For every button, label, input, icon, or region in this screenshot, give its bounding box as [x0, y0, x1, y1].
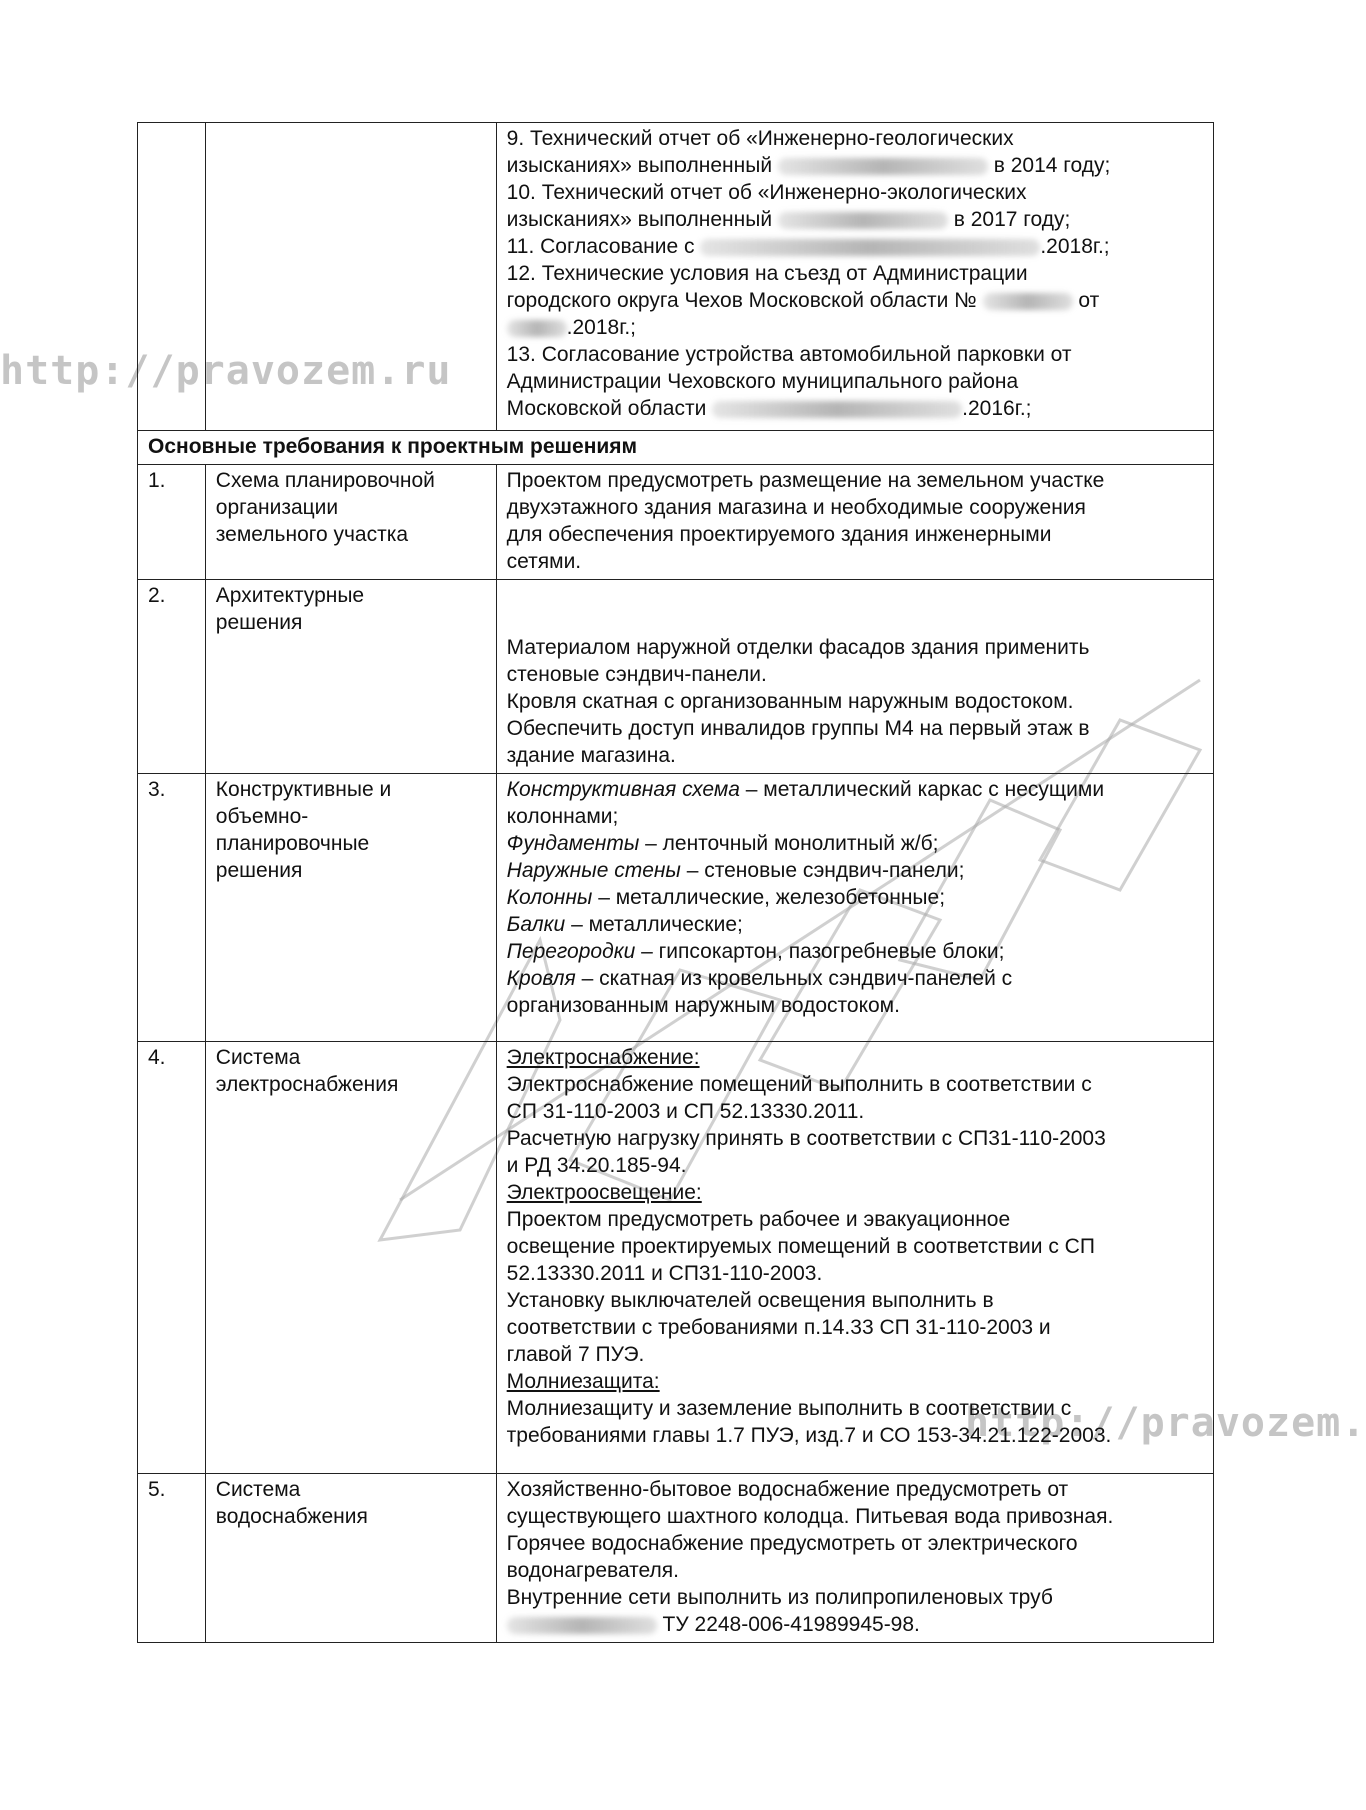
section-header-row — [138, 431, 1214, 465]
source-documents-cell: 9. Технический отчет об «Инженерно-геологических изысканиях» выполненный в 2014 году; 10. Технический отчет об «Инженерно-экологических изысканиях» выполненный в 2017 году; 11. Согласование с .2018г.; 12. Технические условия на съезд от Администрации городского округа Чехов Московской области № от .2018г.; 13. Согласование устройства автомобильной парковки от Администрации Чеховского муниципального района Московской области .2016г.; — [496, 123, 1213, 431]
table-row — [138, 465, 1214, 580]
row-number: 2. — [138, 580, 206, 774]
watermark-left: http://pravozem.ru — [0, 348, 452, 394]
redacted-text — [507, 1617, 657, 1634]
redacted-text — [507, 320, 567, 337]
row-body: Проектом предусмотреть размещение на земельном участке двухэтажного здания магазина и необходимые сооружения для обеспечения проектируемого здания инженерными сетями. — [496, 465, 1213, 580]
row-title: Система электроснабжения — [205, 1042, 496, 1474]
row-body: Электроснабжение: Электроснабжение помещений выполнить в соответствии с СП 31-110-2003 и СП 52.13330.2011. Расчетную нагрузку принять в соответствии с СП31-110-2003 и РД 34.20.185-94. Электроосвещение: Проектом предусмотреть рабочее и эвакуационное освещение проектируемых помещений в соответствии с СП 52.13330.2011 и СП31-110-2003. Установку выключателей освещения выполнить в соответствии с требованиями п.14.33 СП 31-110-2003 и главой 7 ПУЭ. Молниезащита: Молниезащиту и заземление выполнить в соответствии с требованиями главы 1.7 ПУЭ, изд.7 и СО 153-34.21.122-2003. — [496, 1042, 1213, 1474]
row-number: 5. — [138, 1474, 206, 1643]
row-title: Конструктивные и объемно- планировочные решения — [205, 774, 496, 1042]
row-title: Схема планировочной организации земельного участка — [205, 465, 496, 580]
table-row — [138, 1474, 1214, 1643]
redacted-text — [778, 158, 988, 175]
row-number: 3. — [138, 774, 206, 1042]
row-number: 4. — [138, 1042, 206, 1474]
table-row — [138, 1042, 1214, 1474]
row-body: Хозяйственно-бытовое водоснабжение предусмотреть от существующего шахтного колодца. Питьевая вода привозная. Горячее водоснабжение предусмотреть от электрического водонагревателя. Внутренние сети выполнить из полипропиленовых труб ТУ 2248-006-41989945-98. — [496, 1474, 1213, 1643]
row-body: Материалом наружной отделки фасадов здания применить стеновые сэндвич-панели. Кровля скатная с организованным наружным водостоком. Обеспечить доступ инвалидов группы М4 на первый этаж в здание магазина. — [496, 580, 1213, 774]
row-number: 1. — [138, 465, 206, 580]
table-row — [138, 774, 1214, 1042]
row-body: Конструктивная схема – металлический каркас с несущими колоннами; Фундаменты – ленточный монолитный ж/б; Наружные стены – стеновые сэндвич-панели; Колонны – металлические, железобетонные; Балки – металлические; Перегородки – гипсокартон, пазогребневые блоки; Кровля – скатная из кровельных сэндвич-панелей с организованным наружным водостоком. — [496, 774, 1213, 1042]
table-row — [138, 123, 1214, 431]
row-title: Система водоснабжения — [205, 1474, 496, 1643]
redacted-text — [712, 401, 962, 418]
row-title: Архитектурные решения — [205, 580, 496, 774]
watermark-right: http://pravozem. — [965, 1400, 1366, 1446]
section-title: Основные требования к проектным решениям — [138, 431, 1214, 465]
redacted-text — [983, 293, 1073, 310]
requirements-table — [137, 122, 1214, 1643]
redacted-text — [700, 239, 1040, 256]
table-row — [138, 580, 1214, 774]
redacted-text — [778, 212, 948, 229]
